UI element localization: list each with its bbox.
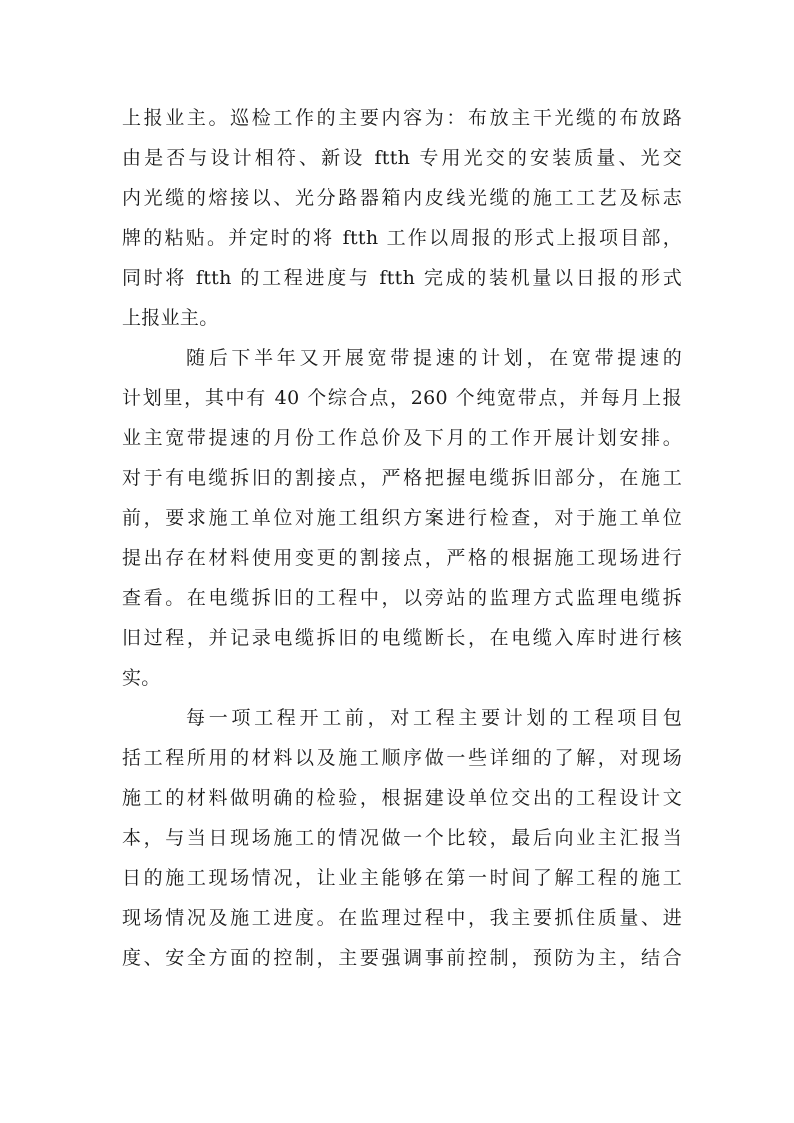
text-line: 查看。在电缆拆旧的工程中，以旁站的监理方式监理电缆拆	[122, 587, 682, 609]
text-line: 同时将 ftth 的工程进度与 ftth 完成的装机量以日报的形式	[122, 267, 682, 289]
text-line: 施工的材料做明确的检验，根据建设单位交出的工程设计文	[122, 787, 682, 809]
text-line: 对于有电缆拆旧的割接点，严格把握电缆拆旧部分，在施工	[122, 467, 682, 489]
text-line: 度、安全方面的控制，主要强调事前控制，预防为主，结合	[122, 947, 682, 969]
paragraph-3	[122, 698, 682, 978]
text-line: 随后下半年又开展宽带提速的计划，在宽带提速的	[186, 347, 682, 369]
text-line: 内光缆的熔接以、光分路器箱内皮线光缆的施工工艺及标志	[122, 187, 682, 209]
text-line: 本，与当日现场施工的情况做一个比较，最后向业主汇报当	[122, 827, 682, 849]
text-line: 旧过程，并记录电缆拆旧的电缆断长，在电缆入库时进行核	[122, 627, 682, 649]
text-line: 业主宽带提速的月份工作总价及下月的工作开展计划安排。	[122, 427, 682, 449]
text-line: 现场情况及施工进度。在监理过程中，我主要抓住质量、进	[122, 907, 682, 929]
text-line: 上报业主。巡检工作的主要内容为：布放主干光缆的布放路	[122, 107, 682, 129]
text-line: 提出存在材料使用变更的割接点，严格的根据施工现场进行	[122, 547, 682, 569]
text-line: 由是否与设计相符、新设 ftth 专用光交的安装质量、光交	[122, 147, 682, 169]
text-line: 牌的粘贴。并定时的将 ftth 工作以周报的形式上报项目部，	[122, 227, 682, 249]
text-line: 上报业主。	[122, 307, 219, 329]
paragraph-1	[122, 98, 682, 338]
text-line: 前，要求施工单位对施工组织方案进行检查，对于施工单位	[122, 507, 682, 529]
document-body	[122, 98, 682, 978]
text-line: 实。	[122, 667, 161, 689]
paragraph-2	[122, 338, 682, 698]
text-line: 计划里，其中有 40 个综合点，260 个纯宽带点，并每月上报	[122, 387, 682, 409]
text-line: 日的施工现场情况，让业主能够在第一时间了解工程的施工	[122, 867, 682, 889]
text-line: 括工程所用的材料以及施工顺序做一些详细的了解，对现场	[122, 747, 682, 769]
text-line: 每一项工程开工前，对工程主要计划的工程项目包	[186, 707, 682, 729]
